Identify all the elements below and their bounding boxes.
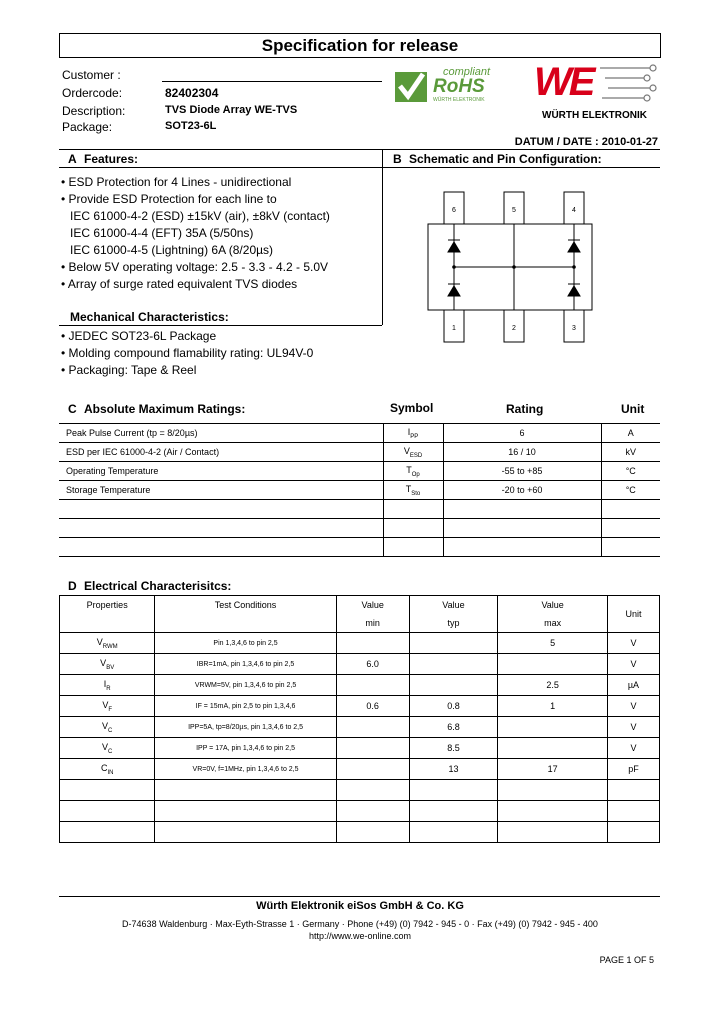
customer-line [162, 81, 382, 82]
property-cell: $V_C$ [60, 717, 155, 738]
min-cell: 0.6 [336, 696, 409, 717]
property-cell [60, 780, 155, 801]
param-cell: Storage Temperature [59, 481, 383, 500]
unit-cell [601, 538, 660, 557]
max-cell [498, 822, 608, 843]
ordercode-value: 82402304 [165, 86, 219, 100]
typ-cell [409, 633, 498, 654]
typ-cell [409, 780, 498, 801]
max-cell [498, 801, 608, 822]
property-cell [60, 801, 155, 822]
schematic-heading: B Schematic and Pin Configuration: [393, 152, 602, 166]
table-row [60, 738, 660, 759]
list-item: IEC 61000-4-5 (Lightning) 6A (8/20µs) [70, 243, 274, 257]
table-row [59, 424, 660, 443]
unit-cell: V [607, 738, 659, 759]
mech-list [61, 328, 313, 379]
unit-cell: pF [607, 759, 659, 780]
table-row [59, 538, 660, 557]
tvs-diode-icon [568, 242, 580, 252]
min-cell [336, 717, 409, 738]
date-label: DATUM / DATE : 2010-01-27 [514, 136, 658, 148]
elec-heading: D Electrical Characterisitcs: [68, 579, 232, 593]
unit-cell [601, 500, 660, 519]
col-unit: Unit [607, 596, 659, 633]
page-title: Specification for release [59, 33, 661, 58]
footer-company: Würth Elektronik eiSos GmbH & Co. KG [256, 900, 464, 912]
min-cell: 6.0 [336, 654, 409, 675]
list-item: • Molding compound flamability rating: UL94V-0 [61, 346, 314, 360]
package-label: Package: [62, 120, 113, 134]
rohs-compliant-text: compliant [443, 66, 491, 78]
max-cell [498, 738, 608, 759]
unit-cell [601, 519, 660, 538]
column-divider [382, 149, 383, 325]
features-list [61, 174, 330, 293]
schematic-diagram [420, 190, 600, 345]
max-cell: 5 [498, 633, 608, 654]
mech-underline [59, 325, 382, 326]
table-row [60, 801, 660, 822]
min-cell [336, 822, 409, 843]
footer-divider [59, 896, 660, 897]
features-underline [59, 167, 382, 168]
we-company-text: WÜRTH ELEKTRONIK [542, 110, 647, 121]
param-cell [59, 538, 383, 557]
unit-cell: °C [601, 462, 660, 481]
condition-cell: IPP = 17A, pin 1,3,4,6 to pin 2,5 [155, 738, 336, 759]
list-item: • ESD Protection for 4 Lines - unidirectional [61, 175, 292, 189]
col-properties: Properties [60, 596, 155, 615]
rohs-logo [393, 66, 517, 106]
table-row [59, 443, 660, 462]
min-cell [336, 675, 409, 696]
abs-max-heading: C Absolute Maximum Ratings: [68, 402, 246, 416]
property-cell [60, 822, 155, 843]
unit-cell [607, 801, 659, 822]
rating-cell: 16 / 10 [443, 443, 601, 462]
property-cell: $C_{IN}$ [60, 759, 155, 780]
max-cell: 1 [498, 696, 608, 717]
list-item: IEC 61000-4-4 (EFT) 35A (5/50ns) [70, 226, 254, 240]
unit-cell: kV [601, 443, 660, 462]
rating-cell [443, 538, 601, 557]
unit-cell: °C [601, 481, 660, 500]
symbol-cell: $V_{ESD}$ [383, 443, 443, 462]
table-row [59, 462, 660, 481]
unit-cell: V [607, 717, 659, 738]
col-typ: typ [409, 614, 498, 633]
property-cell: $V_{RWM}$ [60, 633, 155, 654]
elec-table [59, 595, 660, 843]
rating-cell: -20 to +60 [443, 481, 601, 500]
symbol-cell [383, 538, 443, 557]
symbol-cell [383, 500, 443, 519]
ordercode-label: Ordercode: [62, 86, 123, 100]
table-row [60, 675, 660, 696]
rating-cell: -55 to +85 [443, 462, 601, 481]
param-cell [59, 500, 383, 519]
col-value-max: Value [498, 596, 608, 615]
description-label: Description: [62, 104, 126, 118]
min-cell [336, 759, 409, 780]
max-cell [498, 780, 608, 801]
rating-cell [443, 519, 601, 538]
typ-cell: 8.5 [409, 738, 498, 759]
min-cell [336, 780, 409, 801]
list-item: • Below 5V operating voltage: 2.5 - 3.3 - 4.2 - 5.0V [61, 260, 329, 274]
schematic-underline [383, 167, 660, 168]
col-symbol: Symbol [390, 401, 434, 415]
footer-address: D-74638 Waldenburg · Max-Eyth-Strasse 1 · Germany · Phone (+49) (0) 7942 - 945 - 0 · Fax (+49) (0) 7942 - 945 - 400 [122, 919, 598, 929]
list-item: • Array of surge rated equivalent TVS diodes [61, 277, 298, 291]
typ-cell [409, 801, 498, 822]
col-unit: Unit [621, 402, 645, 416]
customer-label: Customer : [62, 68, 121, 82]
col-max: max [498, 614, 608, 633]
we-logo [530, 62, 660, 122]
mech-heading: Mechanical Characteristics: [70, 310, 229, 324]
table-row [60, 759, 660, 780]
condition-cell: IPP=5A, tp=8/20µs, pin 1,3,4,6 to 2,5 [155, 717, 336, 738]
typ-cell [409, 654, 498, 675]
unit-cell: V [607, 654, 659, 675]
we-text: WE [534, 60, 593, 104]
tvs-diode-icon [448, 242, 460, 252]
typ-cell [409, 822, 498, 843]
property-cell: $V_{BV}$ [60, 654, 155, 675]
min-cell [336, 801, 409, 822]
table-row [60, 717, 660, 738]
symbol-cell [383, 519, 443, 538]
param-cell: Peak Pulse Current (tp = 8/20µs) [59, 424, 383, 443]
list-item: • Packaging: Tape & Reel [61, 363, 197, 377]
property-cell: $V_C$ [60, 738, 155, 759]
condition-cell: VRWM=5V, pin 1,3,4,6 to pin 2,5 [155, 675, 336, 696]
col-rating: Rating [506, 402, 544, 416]
min-cell [336, 633, 409, 654]
footer-url[interactable]: http://www.we-online.com [308, 931, 412, 941]
description-value: TVS Diode Array WE-TVS [165, 104, 298, 116]
condition-cell: IF = 15mA, pin 2,5 to pin 1,3,4,6 [155, 696, 336, 717]
pin-label: 2 [512, 325, 516, 332]
param-cell: Operating Temperature [59, 462, 383, 481]
unit-cell: A [601, 424, 660, 443]
max-cell [498, 717, 608, 738]
rating-cell: 6 [443, 424, 601, 443]
pin-label: 6 [452, 207, 456, 214]
rohs-sub-text: WÜRTH ELEKTRONIK [433, 97, 485, 103]
rohs-text: RoHS [433, 76, 485, 97]
table-row [59, 519, 660, 538]
table-row [60, 696, 660, 717]
max-cell: 2.5 [498, 675, 608, 696]
unit-cell [607, 822, 659, 843]
tvs-diode-icon [568, 286, 580, 296]
min-cell [336, 738, 409, 759]
condition-cell: Pin 1,3,4,6 to pin 2,5 [155, 633, 336, 654]
section-divider [59, 149, 660, 150]
abs-max-table [59, 423, 660, 557]
condition-cell [155, 801, 336, 822]
package-value: SOT23-6L [165, 120, 217, 132]
unit-cell: V [607, 696, 659, 717]
typ-cell [409, 675, 498, 696]
symbol-cell: $T_{Sto}$ [383, 481, 443, 500]
condition-cell [155, 780, 336, 801]
condition-cell: IBR=1mA, pin 1,3,4,6 to pin 2,5 [155, 654, 336, 675]
list-item: • JEDEC SOT23-6L Package [61, 329, 217, 343]
list-item: • Provide ESD Protection for each line to [61, 192, 277, 206]
unit-cell: µA [607, 675, 659, 696]
condition-cell: VR=0V, f=1MHz, pin 1,3,4,6 to 2,5 [155, 759, 336, 780]
col-min: min [336, 614, 409, 633]
max-cell [498, 654, 608, 675]
features-heading: A Features: [68, 152, 139, 166]
table-row [60, 633, 660, 654]
table-row [60, 780, 660, 801]
pin-label: 3 [572, 325, 576, 332]
tvs-diode-icon [448, 286, 460, 296]
table-row [59, 481, 660, 500]
table-row [60, 654, 660, 675]
page-number: PAGE 1 OF 5 [599, 955, 654, 965]
col-value-min: Value [336, 596, 409, 615]
typ-cell: 6.8 [409, 717, 498, 738]
pin-label: 5 [512, 207, 516, 214]
pin-label: 4 [572, 207, 576, 214]
property-cell: $V_F$ [60, 696, 155, 717]
property-cell: $I_R$ [60, 675, 155, 696]
table-row [59, 500, 660, 519]
param-cell: ESD per IEC 61000-4-2 (Air / Contact) [59, 443, 383, 462]
max-cell: 17 [498, 759, 608, 780]
col-test-conditions: Test Conditions [155, 596, 336, 615]
list-item: IEC 61000-4-2 (ESD) ±15kV (air), ±8kV (contact) [70, 209, 330, 223]
symbol-cell: $T_{Op}$ [383, 462, 443, 481]
param-cell [59, 519, 383, 538]
typ-cell: 13 [409, 759, 498, 780]
unit-cell [607, 780, 659, 801]
typ-cell: 0.8 [409, 696, 498, 717]
unit-cell: V [607, 633, 659, 654]
table-row [60, 822, 660, 843]
condition-cell [155, 822, 336, 843]
pin-label: 1 [452, 325, 456, 332]
col-value-typ: Value [409, 596, 498, 615]
rating-cell [443, 500, 601, 519]
symbol-cell: $I_{PP}$ [383, 424, 443, 443]
